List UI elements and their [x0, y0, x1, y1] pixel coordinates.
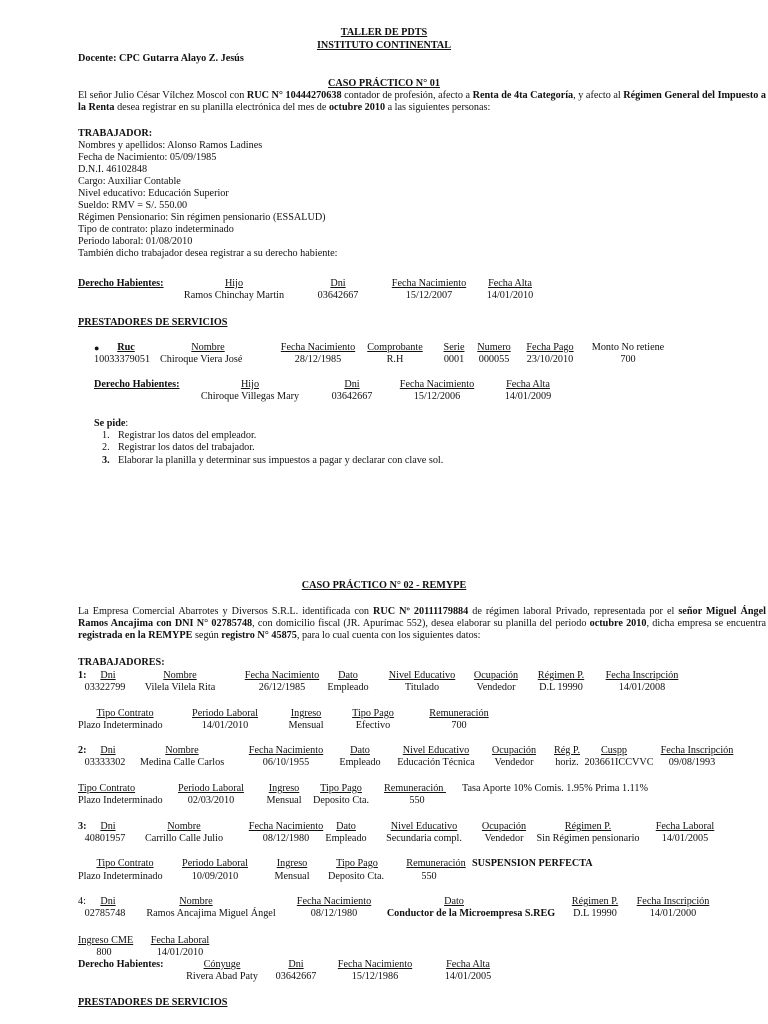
dh-header: Fecha Alta — [488, 278, 532, 289]
worker-header: Fecha Laboral — [655, 821, 715, 832]
worker-value: Empleado — [327, 682, 369, 693]
worker-header: Ingreso — [276, 858, 308, 869]
intro-text: , para lo cual cuenta con los siguientes datos: — [296, 630, 481, 641]
worker-value: Medina Calle Carlos — [139, 757, 225, 768]
se-pide-num: 2. — [102, 442, 110, 453]
worker-value: Plazo Indeterminado — [78, 871, 163, 882]
worker-number: 2: — [78, 745, 87, 756]
worker-header: Fecha Nacimiento — [296, 896, 372, 907]
se-pide-item: Registrar los datos del trabajador. — [118, 442, 255, 453]
trabajador-heading: TRABAJADOR: — [78, 128, 153, 139]
dh-header: Dni — [330, 278, 346, 289]
worker-header: Dato — [444, 896, 464, 907]
dh-label: Derecho Habientes: — [94, 379, 180, 390]
intro-representative: señor Miguel Ángel Ramos Ancajima con DNI N° 02785748 — [78, 606, 766, 629]
worker-value: Vendedor — [484, 833, 524, 844]
intro-regimen: Régimen General del Impuesto a la Renta — [78, 90, 766, 113]
prest-header: Ruc — [117, 342, 135, 353]
worker-header: Fecha Nacimiento — [248, 821, 324, 832]
worker-value: 10/09/2010 — [191, 871, 239, 882]
dh-header: Fecha Alta — [446, 959, 490, 970]
intro-renta: Renta de 4ta Categoría — [472, 90, 574, 101]
dh-value: 14/01/2005 — [444, 971, 492, 982]
worker-value: Titulado — [404, 682, 440, 693]
aporte-info: Tasa Aporte 10% Comis. 1.95% Prima 1.11% — [462, 783, 648, 794]
doc-title: TALLER DE PDTS — [340, 27, 428, 38]
intro-text: de régimen laboral Privado, representada por el — [468, 606, 679, 617]
suspension-badge: SUSPENSION PERFECTA — [472, 858, 593, 869]
worker-value: Mensual — [288, 720, 324, 731]
worker-value: Deposito Cta. — [327, 871, 385, 882]
caso2-title: CASO PRÁCTICO N° 02 - REMYPE — [301, 580, 467, 591]
intro-remype: registrada en la REMYPE — [78, 630, 193, 641]
trabajador-line: Periodo laboral: 01/08/2010 — [78, 236, 193, 247]
worker-value: Deposito Cta. — [312, 795, 370, 806]
worker-header: Periodo Laboral — [178, 783, 244, 794]
prest-header: Serie — [443, 342, 465, 353]
worker-header: Cuspp — [600, 745, 628, 756]
prest-value: 0001 — [443, 354, 465, 365]
worker-header: Ingreso CME — [78, 935, 134, 946]
intro-registro: registro N° 45875 — [221, 630, 297, 641]
worker-header: Tipo Contrato — [78, 783, 136, 794]
worker-header: Dni — [100, 896, 116, 907]
worker-header: Dato — [350, 745, 370, 756]
trabajador-line: Cargo: Auxiliar Contable — [78, 176, 181, 187]
intro-text: desea registrar en su planilla electrónica del mes de — [114, 102, 329, 113]
worker-value: Sin Régimen pensionario — [536, 833, 640, 844]
dh-header: Fecha Alta — [506, 379, 550, 390]
trabajador-line: También dicho trabajador desea registrar a su derecho habiente: — [78, 248, 338, 259]
worker-header: Fecha Nacimiento — [248, 745, 324, 756]
remuneracion-label: Remuneración — [384, 783, 444, 794]
dh-value: 15/12/2006 — [413, 391, 461, 402]
worker-value: 03333302 — [84, 757, 126, 768]
worker-header: Ocupación — [473, 670, 519, 681]
worker-number: 3: — [78, 821, 87, 832]
worker-header: Dato — [338, 670, 358, 681]
worker-value: 40801957 — [84, 833, 126, 844]
worker-header: Ingreso — [290, 708, 322, 719]
dh-header: Hijo — [240, 379, 260, 390]
se-pide-text: Se pide — [94, 418, 126, 429]
worker-value: Conductor de la Microempresa S.REG — [386, 908, 556, 919]
worker-header: Periodo Laboral — [182, 858, 248, 869]
intro-text: El señor Julio César Vílchez Moscol con — [78, 90, 247, 101]
intro-text: contador de profesión, afecto a — [341, 90, 473, 101]
worker-header: Tipo Contrato — [96, 858, 154, 869]
prest-header: Nombre — [191, 342, 225, 353]
intro-text: , y afecto al — [573, 90, 624, 101]
worker-value: 14/01/2005 — [661, 833, 709, 844]
worker-value: 14/01/2010 — [156, 947, 204, 958]
worker-header — [384, 783, 446, 795]
bullet-icon: ● — [94, 343, 100, 353]
worker-header: Ocupación — [491, 745, 537, 756]
dh-value: 03642667 — [275, 971, 317, 982]
dh-value: 03642667 — [317, 290, 359, 301]
worker-value: 203661ICCVVC — [584, 757, 654, 768]
se-pide-num: 1. — [102, 430, 110, 441]
worker-header: Tipo Pago — [336, 858, 378, 869]
dh-value: 03642667 — [331, 391, 373, 402]
worker-header: Régimen P. — [564, 821, 612, 832]
trabajador-line: Tipo de contrato: plazo indeterminado — [78, 224, 234, 235]
worker-value: D.L 19990 — [573, 908, 617, 919]
dh-header: Fecha Nacimiento — [399, 379, 475, 390]
worker-value: 14/01/2010 — [201, 720, 249, 731]
se-pide-item: Registrar los datos del empleador. — [118, 430, 257, 441]
prest-header: Monto No retiene — [591, 342, 665, 353]
worker-value: Carrillo Calle Julio — [144, 833, 224, 844]
trabajador-line: Sueldo: RMV = S/. 550.00 — [78, 200, 188, 211]
worker-header: Nombre — [163, 670, 197, 681]
prest-header: Numero — [477, 342, 511, 353]
intro-text: La Empresa Comercial Abarrotes y Diversos S.R.L. identificada con — [78, 606, 374, 617]
caso2-intro — [78, 606, 766, 642]
dh-value: 14/01/2010 — [486, 290, 534, 301]
worker-header: Remuneración — [406, 858, 466, 869]
dh-value: 15/12/2007 — [405, 290, 453, 301]
worker-value: 550 — [409, 795, 425, 806]
worker-header: Tipo Pago — [352, 708, 394, 719]
worker-header: Tipo Pago — [320, 783, 362, 794]
worker-value: 08/12/1980 — [310, 908, 358, 919]
prest-header: Comprobante — [367, 342, 423, 353]
trabajador-line: Nivel educativo: Educación Superior — [78, 188, 229, 199]
prest-value: 000055 — [478, 354, 510, 365]
worker-header: Dato — [336, 821, 356, 832]
prest-header: Fecha Nacimiento — [280, 342, 356, 353]
worker-value: Efectivo — [355, 720, 391, 731]
worker-value: Mensual — [266, 795, 302, 806]
se-pide-label: Se pide: — [94, 418, 129, 429]
worker-value: Mensual — [274, 871, 310, 882]
institute-title: INSTITUTO CONTINENTAL — [316, 40, 452, 51]
worker-value: Plazo Indeterminado — [78, 720, 163, 731]
worker-header: Régimen P. — [571, 896, 619, 907]
dh-value: Rivera Abad Paty — [186, 971, 258, 982]
worker-value: Vendedor — [476, 682, 516, 693]
worker-header: Fecha Nacimiento — [244, 670, 320, 681]
worker-value: 700 — [451, 720, 467, 731]
caso1-title: CASO PRÁCTICO N° 01 — [328, 78, 440, 89]
intro-text: , con domicilio fiscal (JR. Apurímac 552), desea elaborar su planilla del periodo — [252, 618, 590, 629]
trabajador-line: Fecha de Nacimiento: 05/09/1985 — [78, 152, 217, 163]
worker-header: Rég P. — [553, 745, 581, 756]
worker-value: Secundaria compl. — [386, 833, 462, 844]
worker-header: Tipo Contrato — [96, 708, 154, 719]
dh-label: Derecho Habientes: — [78, 278, 164, 289]
worker-header: Fecha Inscripción — [660, 745, 734, 756]
dh-header: Dni — [288, 959, 304, 970]
worker-value: D.L 19990 — [539, 682, 583, 693]
worker-header: Fecha Laboral — [150, 935, 210, 946]
dh-header: Dni — [344, 379, 360, 390]
worker-num: 1 — [78, 670, 84, 681]
intro-ruc: RUC Nº 20111179884 — [373, 606, 469, 617]
dh-header: Fecha Nacimiento — [337, 959, 413, 970]
worker-header: Periodo Laboral — [192, 708, 258, 719]
prestadores-heading: PRESTADORES DE SERVICIOS — [78, 317, 228, 328]
worker-value: 09/08/1993 — [668, 757, 716, 768]
trabajador-line: D.N.I. 46102848 — [78, 164, 148, 175]
worker-header: Nombre — [179, 896, 213, 907]
worker-value: 26/12/1985 — [258, 682, 306, 693]
worker-number: 4: — [78, 896, 86, 907]
worker-value: Vilela Vilela Rita — [144, 682, 216, 693]
worker-header: Ingreso — [268, 783, 300, 794]
worker-num: 3 — [78, 821, 84, 832]
worker-header: Nivel Educativo — [390, 821, 458, 832]
worker-value: Empleado — [339, 757, 381, 768]
worker-value: 800 — [96, 947, 112, 958]
intro-text: a las siguientes personas: — [385, 102, 491, 113]
dh-value: 15/12/1986 — [351, 971, 399, 982]
worker-value: 14/01/2008 — [618, 682, 666, 693]
worker-header: Dni — [100, 821, 116, 832]
trabajador-line: Régimen Pensionario: Sin régimen pensionario (ESSALUD) — [78, 212, 326, 223]
worker-value: 08/12/1980 — [262, 833, 310, 844]
worker-header: Remuneración — [429, 708, 489, 719]
prestadores-heading: PRESTADORES DE SERVICIOS — [78, 997, 228, 1008]
worker-value: 02785748 — [84, 908, 126, 919]
prest-value: 23/10/2010 — [526, 354, 574, 365]
worker-header: Dni — [100, 670, 116, 681]
prest-value: 10033379051 — [94, 354, 151, 365]
worker-header: Régimen P. — [537, 670, 585, 681]
worker-header: Ocupación — [481, 821, 527, 832]
worker-value: 02/03/2010 — [187, 795, 235, 806]
worker-header: Nivel Educativo — [388, 670, 456, 681]
prest-value: R.H — [386, 354, 404, 365]
worker-value: Empleado — [325, 833, 367, 844]
worker-header: Dni — [100, 745, 116, 756]
worker-value: 550 — [421, 871, 437, 882]
prest-value: Chiroque Viera José — [160, 354, 243, 365]
intro-month: octubre 2010 — [328, 102, 386, 113]
worker-value: 03322799 — [84, 682, 126, 693]
intro-text: según — [192, 630, 222, 641]
worker-value: Ramos Ancajima Miguel Ángel — [146, 908, 276, 919]
worker-header: Nombre — [167, 821, 201, 832]
docente-line: Docente: CPC Gutarra Alayo Z. Jesús — [78, 53, 244, 64]
worker-value: Plazo Indeterminado — [78, 795, 163, 806]
worker-header: Fecha Inscripción — [605, 670, 679, 681]
dh-header: Hijo — [224, 278, 244, 289]
dh-header: Fecha Nacimiento — [391, 278, 467, 289]
intro-period: octubre 2010 — [589, 618, 647, 629]
trabajador-line: Nombres y apellidos: Alonso Ramos Ladines — [78, 140, 263, 151]
worker-value: horiz. — [555, 757, 579, 768]
caso1-intro — [78, 90, 766, 114]
prest-header: Fecha Pago — [526, 342, 574, 353]
worker-number: 1: — [78, 670, 87, 681]
intro-ruc: RUC N° 10444270638 — [246, 90, 342, 101]
worker-value: 06/10/1955 — [262, 757, 310, 768]
worker-value: Educación Técnica — [397, 757, 475, 768]
dh-value: Chiroque Villegas Mary — [200, 391, 300, 402]
se-pide-num: 3. — [102, 455, 110, 466]
worker-value: Vendedor — [494, 757, 534, 768]
dh-value: Ramos Chinchay Martin — [183, 290, 285, 301]
dh-label: Derecho Habientes: — [78, 959, 164, 970]
prest-value: 28/12/1985 — [294, 354, 342, 365]
dh-value: 14/01/2009 — [504, 391, 552, 402]
dh-header: Cónyuge — [203, 959, 241, 970]
se-pide-item: Elaborar la planilla y determinar sus impuestos a pagar y declarar con clave sol. — [118, 455, 444, 466]
worker-value: 14/01/2000 — [649, 908, 697, 919]
worker-header: Nivel Educativo — [402, 745, 470, 756]
trabajadores-heading: TRABAJADORES: — [78, 657, 165, 668]
intro-text: , dicha empresa se encuentra — [646, 618, 766, 629]
worker-header: Fecha Inscripción — [636, 896, 710, 907]
prest-value: 700 — [620, 354, 636, 365]
worker-header: Nombre — [165, 745, 199, 756]
